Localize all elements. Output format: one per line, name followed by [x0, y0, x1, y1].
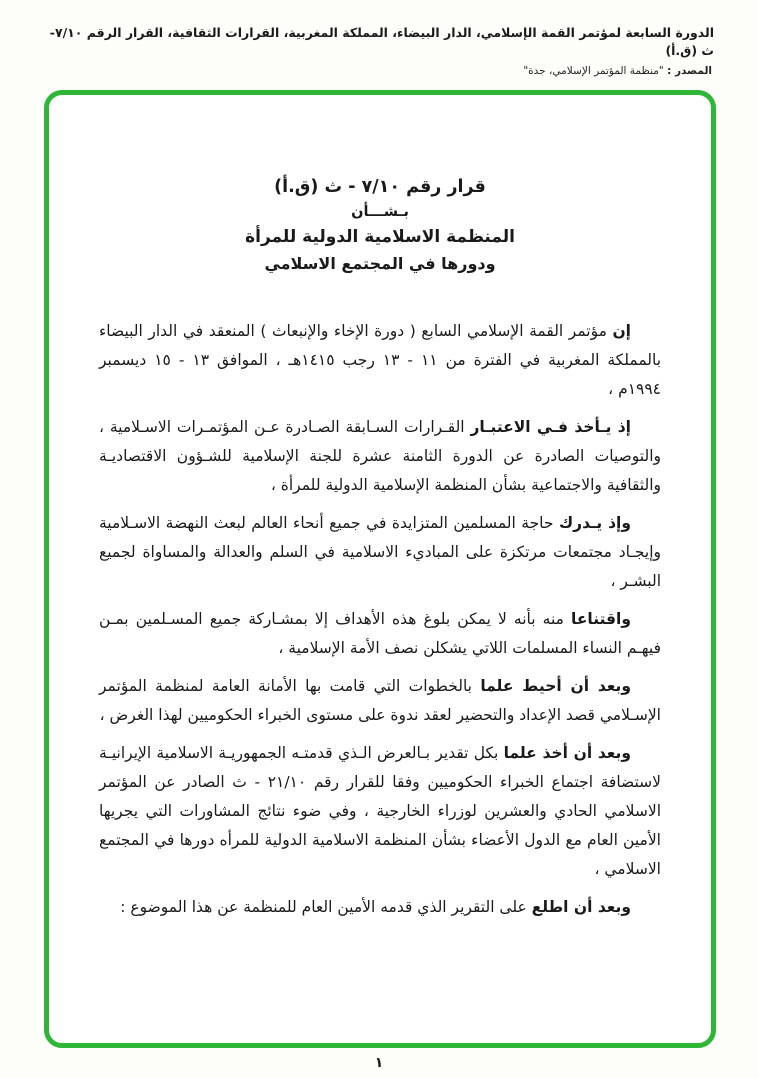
source-value: "منظمة المؤتمر الإسلامي، جدة": [523, 65, 664, 77]
resolution-number-title: قرار رقم ٧/١٠ - ث (ق.أ): [274, 177, 486, 197]
paragraph: [99, 605, 661, 663]
paragraph-lead: واقتناعا: [571, 610, 631, 628]
paragraph-lead: وبعد أن أحيط علما: [480, 677, 631, 695]
title-organization: المنظمة الاسلامية الدولية للمرأة: [245, 227, 515, 247]
paragraph-text: على التقرير الذي قدمه الأمين العام للمنظمة عن هذا الموضوع :: [120, 898, 527, 916]
paragraph: [99, 893, 661, 922]
paragraph-text: القـرارات السـابقة الصـادرة عـن المؤتمـرات الاسـلامية ، والتوصيات الصادرة عن الدورة الثامنة عشرة للجنة الإسلامية للشـؤون الاقتصاديـة والثقافية والاجتماعية بشأن المنظمة الإسلامية الدولية للمرأة ،: [99, 418, 661, 494]
paragraph: [99, 509, 661, 596]
paragraph-text: مؤتمر القمة الإسلامي السابع ( دورة الإخاء والإنبعاث ) المنعقد في الدار البيضاء بالمملكة المغربية في الفترة من ١١ - ١٣ رجب ١٤١٥هـ ، الموافق ١٣ - ١٥ ديسمبر ١٩٩٤م ،: [99, 322, 662, 398]
paragraph-lead: إن: [612, 322, 631, 340]
paragraph-lead: وبعد أن اطلع: [531, 898, 631, 916]
page-header: [0, 0, 758, 77]
title-regarding: بـشـــأن: [351, 204, 409, 220]
source-label: المصدر :: [667, 65, 712, 77]
paragraph-lead: إذ يـأخذ فـي الاعتبـار: [470, 418, 631, 436]
paragraph-text: حاجة المسلمين المتزايدة في جميع أنحاء العالم لبعث النهضة الاسـلامية وإيجـاد مجتمعات مرتكزة على المباديء الاسلامية في السلم والعدالة والمساواة لجميع البشـر ،: [99, 514, 661, 590]
source-line: [40, 65, 714, 77]
paragraph-text: بالخطوات التي قامت بها الأمانة العامة لمنظمة المؤتمر الإسـلامي قصد الإعداد والتحضير لعقد ندوة على مستوى الخبراء الحكوميين لهذا الغرض ،: [99, 677, 661, 724]
paragraph: [99, 739, 661, 884]
paragraph: [99, 317, 661, 404]
document-frame: [44, 90, 716, 1048]
paragraph-text: بكل تقدير بـالعرض الـذي قدمتـه الجمهوريـة الاسلامية الإيرانيـة لاستضافة اجتماع الخبراء الحكوميين وفقا للقرار رقم ٢١/١٠ - ث الصادر عن المؤتمر الاسلامي الحادي والعشرين لوزراء الخارجية ، وفي ضوء نتائج المشاورات التي يجريها الأمين العام مع الدول الأعضاء بشأن المنظمة الاسلامية الدولية للمرأه دورها في المجتمع الاسلامي ،: [99, 744, 661, 878]
title-role: ودورها في المجتمع الاسلامي: [264, 254, 496, 273]
title-block: [99, 177, 661, 273]
paragraph-lead: وبعد أن أخذ علما: [503, 744, 631, 762]
paragraph: [99, 672, 661, 730]
paragraph: [99, 413, 661, 500]
header-citation: الدورة السابعة لمؤتمر القمة الإسلامي، الدار البيضاء، المملكة المغربية، القرارات الثقافية، القرار الرقم ٧/١٠-ث (ق.أ): [49, 25, 714, 58]
paragraph-text: منه بأنه لا يمكن بلوغ هذه الأهداف إلا بمشـاركة جميع المسـلمين بمـن فيهـم النساء المسلمات اللاتي يشكلن نصف الأمة الإسلامية ،: [99, 610, 661, 657]
paragraph-lead: وإذ يـدرك: [558, 514, 631, 532]
document-body: [99, 317, 661, 922]
page-number: ١: [374, 1055, 384, 1071]
